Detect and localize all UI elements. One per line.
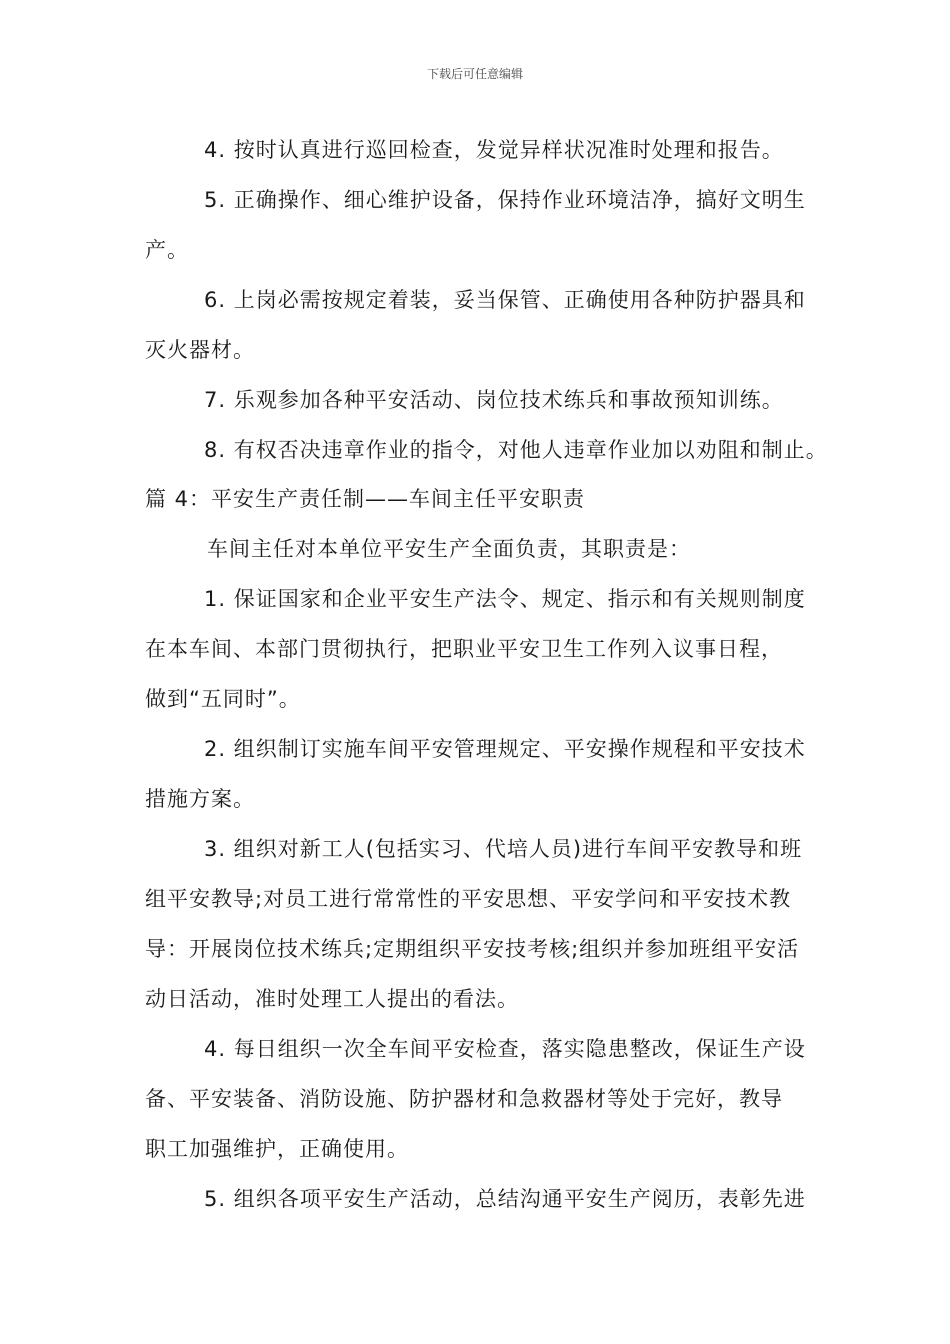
text-line: 灭火器材。 — [145, 338, 255, 362]
text-line: 职工加强维护，正确使用。 — [145, 1137, 409, 1161]
text-line: 5. 组织各项平安生产活动，总结沟通平安生产阅历，表彰先进 — [204, 1187, 806, 1211]
section-heading: 篇 4：平安生产责任制——车间主任平安职责 — [145, 487, 586, 511]
text-line: 2. 组织制订实施车间平安管理规定、平安操作规程和平安技术 — [204, 737, 806, 761]
text-line: 在本车间、本部门贯彻执行，把职业平安卫生工作列入议事日程， — [145, 637, 783, 661]
text-line: 1. 保证国家和企业平安生产法令、规定、指示和有关规则制度 — [204, 587, 806, 611]
text-line: 做到“五同时”。 — [145, 687, 301, 711]
text-line: 导：开展岗位技术练兵;定期组织平安技考核;组织并参加班组平安活 — [145, 937, 800, 961]
text-line: 产。 — [145, 238, 189, 262]
page-header: 下载后可任意编辑 — [426, 67, 523, 81]
text-line: 3. 组织对新工人(包括实习、代培人员)进行车间平安教导和班 — [204, 837, 803, 861]
text-line: 车间主任对本单位平安生产全面负责，其职责是： — [207, 537, 691, 561]
text-line: 6. 上岗必需按规定着装，妥当保管、正确使用各种防护器具和 — [204, 288, 806, 312]
text-line: 4. 按时认真进行巡回检查，发觉异样状况准时处理和报告。 — [204, 138, 784, 162]
text-line: 5. 正确操作、细心维护设备，保持作业环境洁净，搞好文明生 — [204, 188, 806, 212]
text-line: 动日活动，准时处理工人提出的看法。 — [145, 987, 519, 1011]
text-line: 7. 乐观参加各种平安活动、岗位技术练兵和事故预知训练。 — [204, 388, 784, 412]
text-line: 4. 每日组织一次全车间平安检查，落实隐患整改，保证生产设 — [204, 1037, 806, 1061]
text-line: 备、平安装备、消防设施、防护器材和急救器材等处于完好，教导 — [145, 1087, 783, 1111]
text-line: 措施方案。 — [145, 787, 255, 811]
text-line: 8. 有权否决违章作业的指令，对他人违章作业加以劝阻和制止。 — [204, 438, 828, 462]
text-line: 组平安教导;对员工进行常常性的平安思想、平安学问和平安技术教 — [145, 887, 792, 911]
